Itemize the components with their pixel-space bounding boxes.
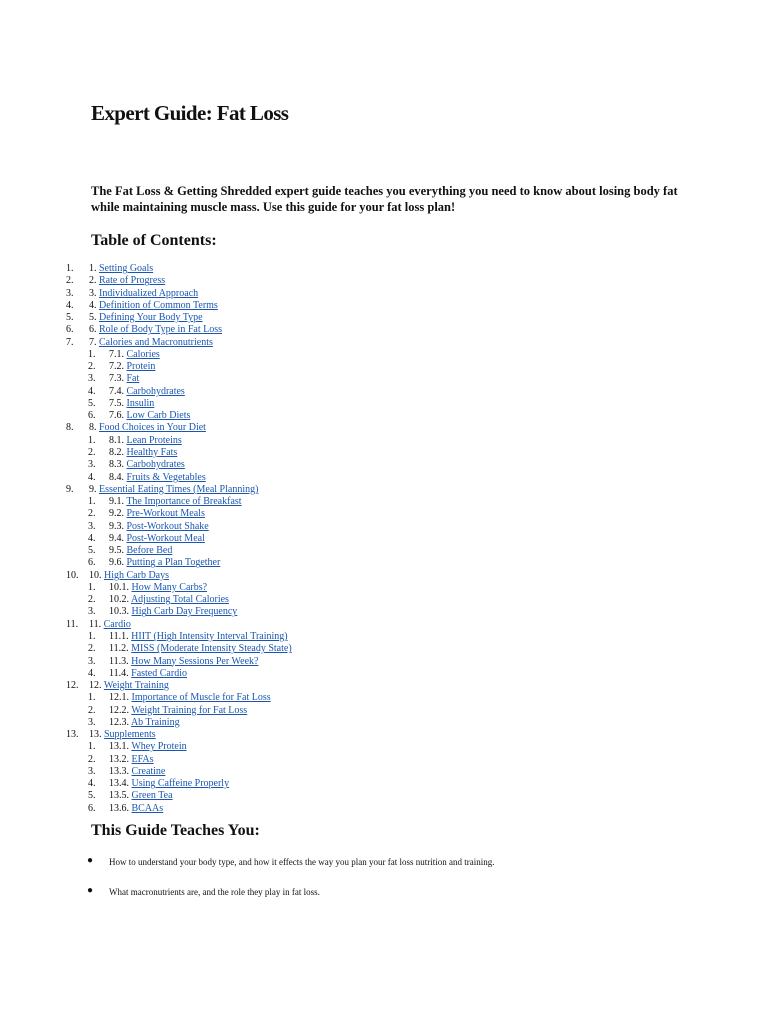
toc-item-text	[109, 754, 154, 766]
toc-link[interactable]: Carbohydrates	[126, 459, 185, 471]
toc-item-number: 3.	[66, 287, 74, 299]
toc-item-text	[109, 435, 182, 447]
toc-item-number: 2.	[88, 643, 96, 655]
toc-link[interactable]: Setting Goals	[99, 263, 154, 274]
toc-item-text	[89, 570, 169, 582]
toc-item-number: 4.	[66, 299, 74, 311]
toc-item-prefix: 2.	[89, 275, 97, 287]
toc-item-number: 5.	[88, 790, 96, 802]
toc-item-prefix: 7.4.	[109, 385, 124, 397]
toc-item-text	[109, 472, 206, 484]
toc-item-text	[109, 656, 258, 668]
toc-link[interactable]: Cardio	[103, 618, 131, 630]
page-title: Expert Guide: Fat Loss	[91, 101, 289, 125]
toc-link[interactable]: Lean Proteins	[126, 434, 182, 446]
toc-item-number: 3.	[88, 373, 96, 385]
toc-item-number: 12.	[66, 680, 79, 692]
toc-link[interactable]: Food Choices in Your Diet	[99, 422, 206, 434]
toc-link[interactable]: Green Tea	[131, 790, 173, 802]
toc-item-prefix: 8.4.	[109, 471, 124, 483]
toc-item-prefix: 7.5.	[109, 397, 124, 409]
toc-item-text	[109, 631, 288, 643]
toc-item-prefix: 13.3.	[109, 765, 129, 777]
toc-link[interactable]: Ab Training	[130, 716, 180, 728]
bullet-icon: ●	[87, 855, 94, 866]
toc-item-prefix: 9.1.	[109, 496, 124, 508]
toc-item-text	[89, 288, 198, 300]
toc-link[interactable]: How Many Carbs?	[131, 581, 208, 593]
toc-link[interactable]: Before Bed	[126, 545, 173, 557]
toc-heading: Table of Contents:	[91, 232, 217, 249]
toc-link[interactable]: Protein	[126, 361, 156, 373]
toc-item-text	[109, 668, 187, 680]
toc-item-prefix: 10.3.	[109, 606, 129, 618]
toc-item-text	[109, 508, 205, 520]
toc-item-number: 5.	[66, 312, 74, 324]
toc-item-number: 5.	[88, 545, 96, 557]
toc-link[interactable]: Defining Your Body Type	[99, 312, 203, 324]
toc-item-prefix: 9.6.	[109, 557, 124, 569]
toc-link[interactable]: The Importance of Breakfast	[126, 496, 242, 508]
toc-item-prefix: 8.2.	[109, 446, 124, 458]
toc-item-number: 1.	[88, 741, 96, 753]
toc-link[interactable]: Using Caffeine Properly	[131, 778, 230, 790]
teaches-heading: This Guide Teaches You:	[91, 822, 260, 839]
toc-item-prefix: 7.2.	[109, 361, 124, 373]
toc-item-prefix: 12.3.	[109, 716, 129, 728]
toc-item-text	[89, 422, 206, 434]
toc-item-text	[109, 386, 185, 398]
toc-item-text	[109, 606, 237, 618]
toc-item-number: 2.	[66, 275, 74, 287]
toc-item-number: 3.	[88, 606, 96, 618]
toc-item-prefix: 11.4.	[109, 667, 129, 679]
toc-item-prefix: 8.3.	[109, 459, 124, 471]
toc-item-text	[109, 766, 165, 778]
toc-link[interactable]: Fasted Cardio	[131, 667, 187, 679]
toc-item-number: 9.	[66, 483, 74, 495]
toc-item-prefix: 7.3.	[109, 373, 124, 385]
toc-item-prefix: 9.2.	[109, 508, 124, 520]
toc-item-number: 6.	[88, 410, 96, 422]
toc-item-prefix: 12.	[89, 680, 102, 692]
toc-item-text	[109, 545, 172, 557]
toc-item-text	[109, 643, 292, 655]
toc-item-prefix: 9.4.	[109, 532, 124, 544]
toc-link[interactable]: Whey Protein	[131, 741, 187, 753]
toc-link[interactable]: HIIT (High Intensity Interval Training)	[131, 630, 288, 642]
toc-link[interactable]: Weight Training	[103, 680, 169, 692]
toc-item-text	[109, 557, 220, 569]
toc-item-prefix: 12.1.	[109, 692, 129, 704]
toc-item-number: 4.	[88, 778, 96, 790]
toc-item-number: 2.	[88, 704, 96, 716]
toc-item-text	[109, 790, 173, 802]
toc-item-number: 1.	[88, 630, 96, 642]
toc-link[interactable]: Insulin	[126, 397, 155, 409]
toc-item-prefix: 5.	[89, 312, 97, 324]
toc-link[interactable]: High Carb Days	[104, 569, 169, 581]
toc-item-prefix: 6.	[89, 324, 97, 336]
toc-link[interactable]: BCAAs	[131, 802, 164, 814]
list-item-text: How to understand your body type, and how it effects the way you plan your fat loss nutrition and training.	[109, 857, 495, 867]
toc-item-prefix: 12.2.	[109, 704, 129, 716]
toc-item-prefix: 8.1.	[109, 434, 124, 446]
toc-item-text	[109, 398, 154, 410]
toc-item-number: 2.	[88, 446, 96, 458]
toc-item-prefix: 10.1.	[109, 581, 129, 593]
toc-item-prefix: 13.5.	[109, 790, 129, 802]
toc-item-number: 3.	[88, 520, 96, 532]
toc-link[interactable]: Definition of Common Terms	[99, 299, 218, 311]
toc-item-number: 1.	[88, 692, 96, 704]
toc-item-number: 5.	[88, 397, 96, 409]
toc-item-text	[109, 521, 209, 533]
toc-item-text	[109, 705, 247, 717]
toc-item-number: 3.	[88, 459, 96, 471]
toc-link[interactable]: Post-Workout Meal	[126, 532, 205, 544]
toc-item-prefix: 7.	[89, 336, 97, 348]
toc-item-number: 6.	[88, 557, 96, 569]
toc-item-number: 3.	[88, 716, 96, 728]
toc-item-text	[89, 275, 165, 287]
toc-item-prefix: 9.3.	[109, 520, 124, 532]
toc-item-prefix: 13.2.	[109, 753, 129, 765]
toc-item-text	[89, 484, 258, 496]
toc-item-number: 1.	[88, 348, 96, 360]
toc-item-prefix: 11.3.	[109, 655, 129, 667]
toc-item-number: 2.	[88, 753, 96, 765]
toc-item-text	[109, 803, 163, 815]
toc-link[interactable]: Importance of Muscle for Fat Loss	[131, 692, 271, 704]
toc-item-text	[109, 447, 177, 459]
toc-link[interactable]: EFAs	[131, 753, 154, 765]
toc-item-text	[89, 263, 153, 275]
toc-item-prefix: 13.6.	[109, 802, 129, 814]
toc-link[interactable]: Weight Training for Fat Loss	[131, 704, 248, 716]
toc-item-prefix: 11.2.	[109, 643, 129, 655]
toc-item-prefix: 9.5.	[109, 545, 124, 557]
toc-item-text	[89, 324, 222, 336]
toc-item-number: 6.	[88, 802, 96, 814]
toc-link[interactable]: Calories	[126, 348, 160, 360]
toc-item-number: 10.	[66, 569, 79, 581]
toc-item-prefix: 13.1.	[109, 741, 129, 753]
toc-item-number: 1.	[88, 581, 96, 593]
toc-item-text	[109, 361, 155, 373]
toc-item-text	[109, 373, 139, 385]
toc-item-prefix: 8.	[89, 422, 97, 434]
toc-item-text	[89, 680, 169, 692]
toc-item-text	[89, 300, 218, 312]
toc-link[interactable]: Creatine	[131, 765, 166, 777]
toc-item-prefix: 7.1.	[109, 348, 124, 360]
toc-item-prefix: 11.	[89, 618, 102, 630]
toc-item-text	[109, 410, 190, 422]
toc-item-text	[89, 619, 131, 631]
toc-item-number: 4.	[88, 471, 96, 483]
toc-link[interactable]: Individualized Approach	[99, 287, 199, 299]
toc-item-prefix: 4.	[89, 299, 97, 311]
toc-link[interactable]: Calories and Macronutrients	[99, 336, 213, 348]
toc-link[interactable]: Fruits & Vegetables	[126, 471, 206, 483]
toc-link[interactable]: Low Carb Diets	[126, 410, 191, 422]
toc-link[interactable]: Adjusting Total Calories	[130, 594, 229, 606]
toc-item-text	[89, 312, 203, 324]
toc-item-prefix: 9.	[89, 483, 97, 495]
toc-item-number: 2.	[88, 594, 96, 606]
toc-item-number: 2.	[88, 508, 96, 520]
toc-item-text	[109, 459, 185, 471]
toc-link[interactable]: Rate of Progress	[99, 275, 166, 287]
toc-item-prefix: 7.6.	[109, 410, 124, 422]
toc-item-number: 1.	[88, 496, 96, 508]
toc-item-text	[109, 533, 205, 545]
toc-item-number: 6.	[66, 324, 74, 336]
bullet-icon: ●	[87, 885, 94, 896]
toc-link[interactable]: High Carb Day Frequency	[131, 606, 238, 618]
toc-item-number: 4.	[88, 667, 96, 679]
toc-item-text	[109, 741, 187, 753]
toc-item-prefix: 10.2.	[109, 594, 129, 606]
toc-link[interactable]: Role of Body Type in Fat Loss	[99, 324, 223, 336]
toc-item-number: 1.	[66, 263, 74, 274]
list-item-text: What macronutrients are, and the role they play in fat loss.	[109, 887, 320, 897]
toc-item-text	[89, 729, 156, 741]
toc-link[interactable]: Healthy Fats	[126, 446, 178, 458]
toc-item-prefix: 1.	[89, 263, 97, 274]
toc-item-text	[89, 337, 213, 349]
toc-link[interactable]: Post-Workout Shake	[126, 520, 209, 532]
toc-item-number: 1.	[88, 434, 96, 446]
toc-link[interactable]: Pre-Workout Meals	[126, 508, 205, 520]
toc-item-number: 4.	[88, 385, 96, 397]
toc-item-text	[109, 692, 271, 704]
toc-link[interactable]: Essential Eating Times (Meal Planning)	[99, 483, 259, 495]
toc-link[interactable]: Fat	[126, 373, 140, 385]
toc-link[interactable]: Carbohydrates	[126, 385, 185, 397]
toc-item-number: 8.	[66, 422, 74, 434]
intro-paragraph: The Fat Loss & Getting Shredded expert guide teaches you everything you need to know about losing body fat while maintaining muscle mass. Use this guide for your fat loss plan!	[91, 184, 678, 214]
toc-item-text	[109, 594, 229, 606]
toc-item-prefix: 13.	[89, 729, 102, 741]
toc-item-number: 13.	[66, 729, 79, 741]
toc-link[interactable]: Supplements	[104, 729, 156, 741]
toc-item-prefix: 3.	[89, 287, 97, 299]
toc-item-text	[109, 496, 242, 508]
toc-item-number: 3.	[88, 655, 96, 667]
toc-item-text	[109, 778, 229, 790]
toc-item-text	[109, 717, 180, 729]
toc-item-text	[109, 582, 207, 594]
toc-item-number: 7.	[66, 336, 74, 348]
toc-item-prefix: 13.4.	[109, 778, 129, 790]
toc-item-prefix: 10.	[89, 569, 102, 581]
toc-item-prefix: 11.1.	[109, 630, 129, 642]
toc-item-number: 2.	[88, 361, 96, 373]
toc-item-number: 3.	[88, 765, 96, 777]
toc-link[interactable]: Putting a Plan Together	[126, 557, 221, 569]
toc-item-number: 4.	[88, 532, 96, 544]
toc-item-number: 11.	[66, 618, 79, 630]
toc-link[interactable]: MISS (Moderate Intensity Steady State)	[131, 643, 292, 655]
toc-item-text	[109, 349, 160, 361]
toc-link[interactable]: How Many Sessions Per Week?	[131, 655, 259, 667]
